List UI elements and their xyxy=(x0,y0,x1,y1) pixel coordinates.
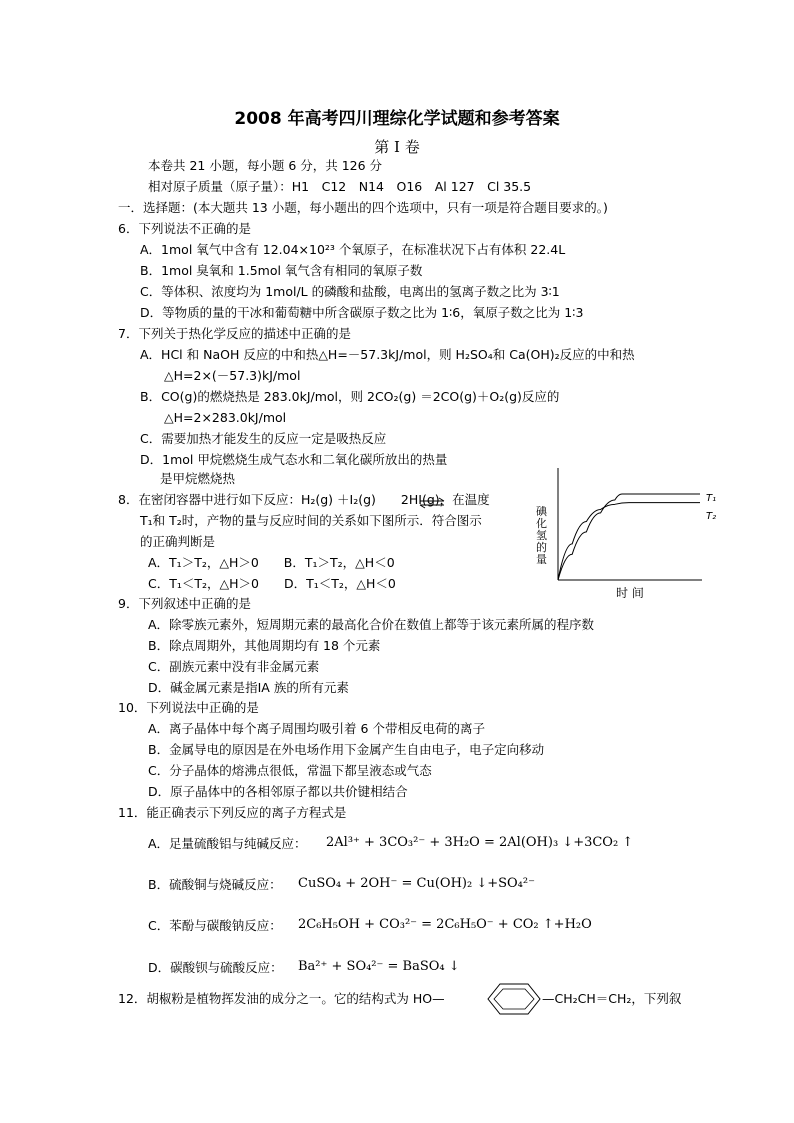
q10-option-b: B．金属导电的原因是在外电场作用下金属产生自由电子，电子定向移动 xyxy=(148,742,545,757)
q8-chart-svg xyxy=(530,464,730,584)
atomic-mass-line: 相对原子质量（原子量）：H1 C12 N14 O16 Al 127 Cl 35.5 xyxy=(148,179,532,194)
benzene-ring-icon xyxy=(486,982,542,1016)
q8-stem-line1: 8．在密闭容器中进行如下反应：H₂(g) ＋I₂(g) 2HI(g)，在温度 xyxy=(118,492,490,507)
q8-stem-line3: 的正确判断是 xyxy=(140,534,216,549)
equilibrium-arrow-icon xyxy=(418,497,446,509)
q11-option-a-equation: 2Al³⁺ + 3CO₃²⁻ + 3H₂O = 2Al(OH)₃ ↓+3CO₂ ↑ xyxy=(326,835,634,850)
q10-option-c: C．分子晶体的熔沸点很低，常温下都呈液态或气态 xyxy=(148,763,432,778)
q7-option-b: B．CO(g)的燃烧热是 283.0kJ/mol，则 2CO₂(g) ＝2CO(g)＋O₂(g)反应的 xyxy=(140,389,560,404)
q8-options-ab: A．T₁＞T₂，△H＞0 B．T₁＞T₂，△H＜0 xyxy=(148,555,395,570)
q10-option-a: A．离子晶体中每个离子周围均吸引着 6 个带相反电荷的离子 xyxy=(148,721,485,736)
volume-subtitle: 第 Ⅰ 卷 xyxy=(374,138,420,156)
y-axis-label: 碘化氢的量 xyxy=(536,505,547,566)
q11-option-b-label: B．硫酸铜与烧碱反应： xyxy=(148,877,282,892)
q11-option-d-label: D．碳酸钡与硫酸反应： xyxy=(148,960,283,975)
q8-options-cd: C．T₁＜T₂，△H＞0 D．T₁＜T₂，△H＜0 xyxy=(148,576,396,591)
q9-stem: 9．下列叙述中正确的是 xyxy=(118,596,251,611)
q6-option-b: B．1mol 臭氧和 1.5mol 氧气含有相同的氧原子数 xyxy=(140,263,423,278)
q9-option-b: B．除点周期外，其他周期均有 18 个元素 xyxy=(148,638,381,653)
q9-option-c: C．副族元素中没有非金属元素 xyxy=(148,659,320,674)
q7-option-a-cont: △H=2×(－57.3)kJ/mol xyxy=(164,368,301,383)
q8-stem-line2: T₁和 T₂时，产物的量与反应时间的关系如下图所示．符合图示 xyxy=(140,513,482,528)
q9-option-a: A．除零族元素外，短周期元素的最高化合价在数值上都等于该元素所属的程序数 xyxy=(148,617,595,632)
q7-stem: 7．下列关于热化学反应的描述中正确的是 xyxy=(118,326,351,341)
q12-stem-end: —CH₂CH＝CH₂，下列叙 xyxy=(542,991,682,1006)
q6-stem: 6．下列说法不正确的是 xyxy=(118,221,251,236)
q6-option-a: A．1mol 氧气中含有 12.04×10²³ 个氧原子，在标准状况下占有体积 22.4L xyxy=(140,242,566,257)
q11-option-c-label: C．苯酚与碳酸钠反应： xyxy=(148,918,282,933)
x-axis-label: 时 间 xyxy=(616,586,644,600)
series-line-2 xyxy=(558,503,700,580)
q11-option-c-equation: 2C₆H₅OH + CO₃²⁻ = 2C₆H₅O⁻ + CO₂ ↑+H₂O xyxy=(298,917,592,932)
q12-stem-start: 12．胡椒粉是植物挥发油的成分之一。它的结构式为 HO— xyxy=(118,991,445,1006)
q7-option-d: D．1mol 甲烷燃烧生成气态水和二氧化碳所放出的热量 xyxy=(140,452,448,467)
q6-option-d: D．等物质的量的干冰和葡萄糖中所含碳原子数之比为 1∶6，氧原子数之比为 1∶3 xyxy=(140,305,584,320)
q9-option-d: D．碱金属元素是指ⅠA 族的所有元素 xyxy=(148,680,349,695)
q11-option-d-equation: Ba²⁺ + SO₄²⁻ = BaSO₄ ↓ xyxy=(298,959,460,974)
intro-line: 本卷共 21 小题，每小题 6 分，共 126 分 xyxy=(148,158,383,173)
series-line-1 xyxy=(558,494,700,580)
q11-option-b-equation: CuSO₄ + 2OH⁻ = Cu(OH)₂ ↓+SO₄²⁻ xyxy=(298,876,535,891)
series-label-t1: T₁ xyxy=(706,493,717,504)
section-heading: 一．选择题：(本大题共 13 小题，每小题出的四个选项中，只有一项是符合题目要求的。) xyxy=(118,200,608,215)
page-title: 2008 年高考四川理综化学试题和参考答案 xyxy=(234,109,560,129)
series-label-t2: T₂ xyxy=(706,511,717,522)
q11-option-a-label: A．足量硫酸铝与纯碱反应： xyxy=(148,836,307,851)
q10-option-d: D．原子晶体中的各相邻原子都以共价键相结合 xyxy=(148,784,408,799)
q7-option-a: A．HCl 和 NaOH 反应的中和热△H=－57.3kJ/mol，则 H₂SO₄和 Ca(OH)₂反应的中和热 xyxy=(140,347,635,362)
q7-option-b-cont: △H=2×283.0kJ/mol xyxy=(164,410,287,425)
q6-option-c: C．等体积、浓度均为 1mol/L 的磷酸和盐酸，电离出的氢离子数之比为 3∶1 xyxy=(140,284,560,299)
q7-option-c: C．需要加热才能发生的反应一定是吸热反应 xyxy=(140,431,387,446)
q7-option-d-cont: 是甲烷燃烧热 xyxy=(160,471,236,486)
q11-stem: 11．能正确表示下列反应的离子方程式是 xyxy=(118,805,347,820)
q10-stem: 10．下列说法中正确的是 xyxy=(118,700,259,715)
q8-chart xyxy=(530,464,730,604)
